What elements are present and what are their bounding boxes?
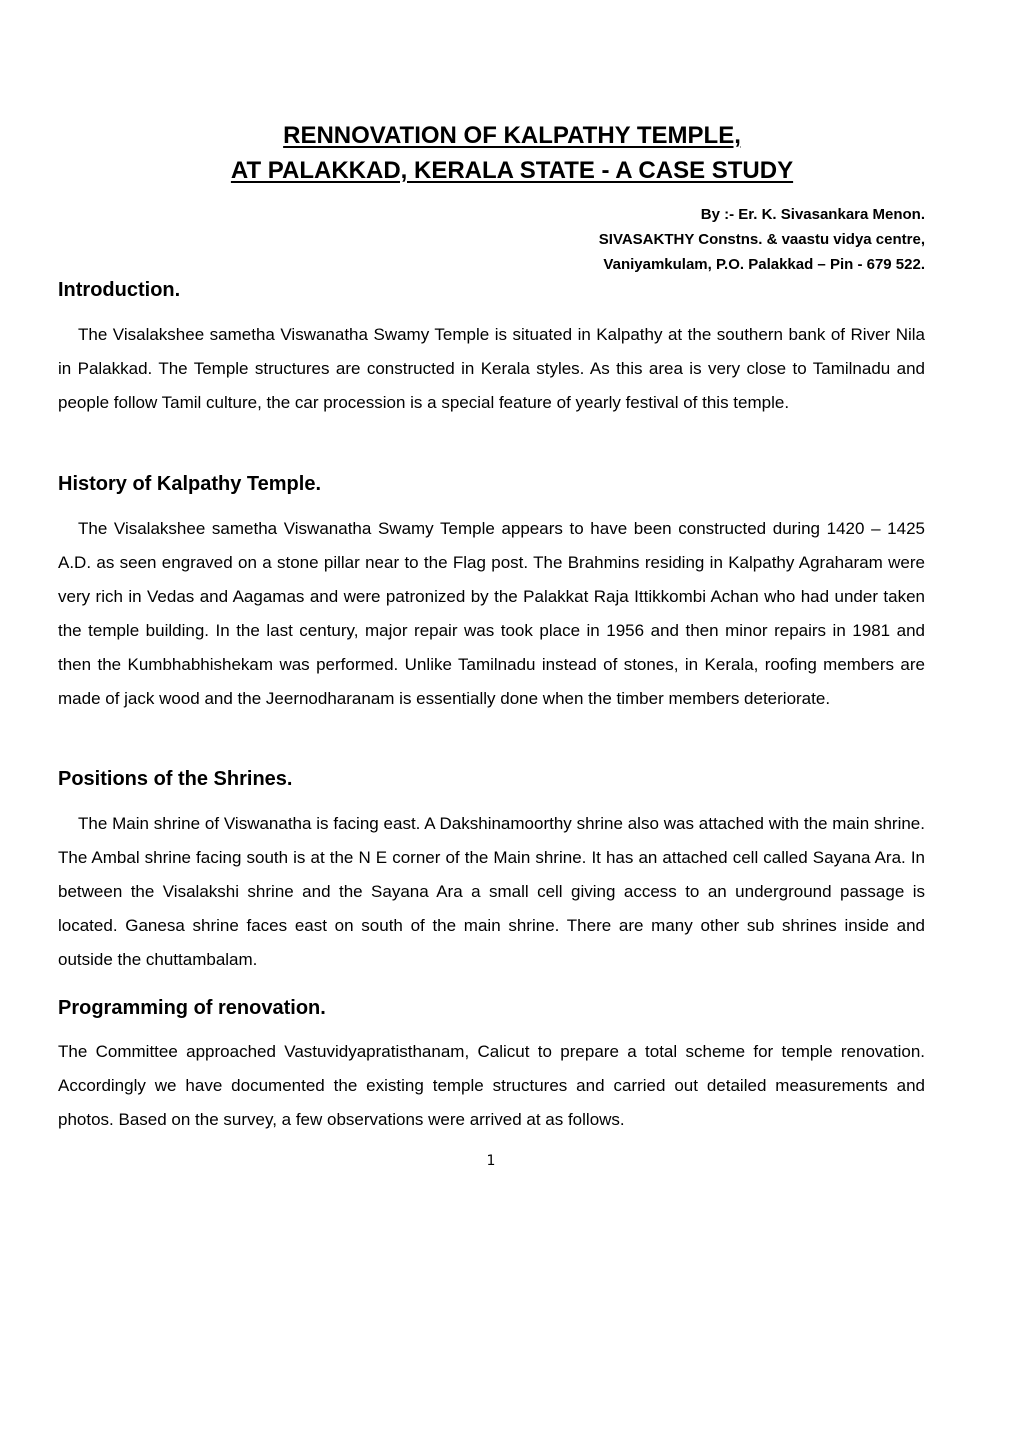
section-body-shrine-positions: The Main shrine of Viswanatha is facing east. A Dakshinamoorthy shrine also was attached with the main shrine. The Ambal shrine facing south is at the N E corner of the Main shrine. It has an attached cell called Sayana Ara. In between the Visalakshi shrine and the Sayana Ara a small cell giving access to an underground passage is located. Ganesa shrine faces east on south of the main shrine. There are many other sub shrines inside and outside the chuttambalam. <box>58 814 925 969</box>
document-title-line-1: RENNOVATION OF KALPATHY TEMPLE, <box>283 122 741 149</box>
section-body-introduction: The Visalakshee sametha Viswanatha Swamy Temple is situated in Kalpathy at the southern bank of River Nila in Palakkad. The Temple structures are constructed in Kerala styles. As this area is very close to Tamilnadu and people follow Tamil culture, the car procession is a special feature of yearly festival of this temple. <box>58 325 925 412</box>
section-heading-shrine-positions: Positions of the Shrines. <box>58 768 293 790</box>
section-body-history: The Visalakshee sametha Viswanatha Swamy Temple appears to have been constructed during 1420 – 1425 A.D. as seen engraved on a stone pillar near to the Flag post. The Brahmins residing in Kalpathy Agraharam were very rich in Vedas and Aagamas and were patronized by the Palakkat Raja Ittikkombi Achan who had under taken the temple building. In the last century, major repair was took place in 1956 and then minor repairs in 1981 and then the Kumbhabhishekam was performed. Unlike Tamilnadu instead of stones, in Kerala, roofing members are made of jack wood and the Jeernodharanam is essentially done when the timber members deteriorate. <box>58 519 925 708</box>
section-heading-introduction: Introduction. <box>58 279 181 301</box>
author-organization: SIVASAKTHY Constns. & vaastu vidya centre, <box>598 231 925 248</box>
section-heading-history: History of Kalpathy Temple. <box>58 473 322 495</box>
page-number: 1 <box>486 1153 496 1169</box>
document-title-line-2: AT PALAKKAD, KERALA STATE - A CASE STUDY <box>230 157 794 184</box>
author-address: Vaniyamkulam, P.O. Palakkad – Pin - 679 522. <box>603 256 925 273</box>
author-name: By :- Er. K. Sivasankara Menon. <box>700 206 925 223</box>
section-heading-programming: Programming of renovation. <box>58 997 326 1019</box>
section-body-programming: The Committee approached Vastuvidyapratisthanam, Calicut to prepare a total scheme for temple renovation. Accordingly we have documented the existing temple structures and carried out detailed measurements and photos. Based on the survey, a few observations were arrived at as follows. <box>58 1042 925 1129</box>
